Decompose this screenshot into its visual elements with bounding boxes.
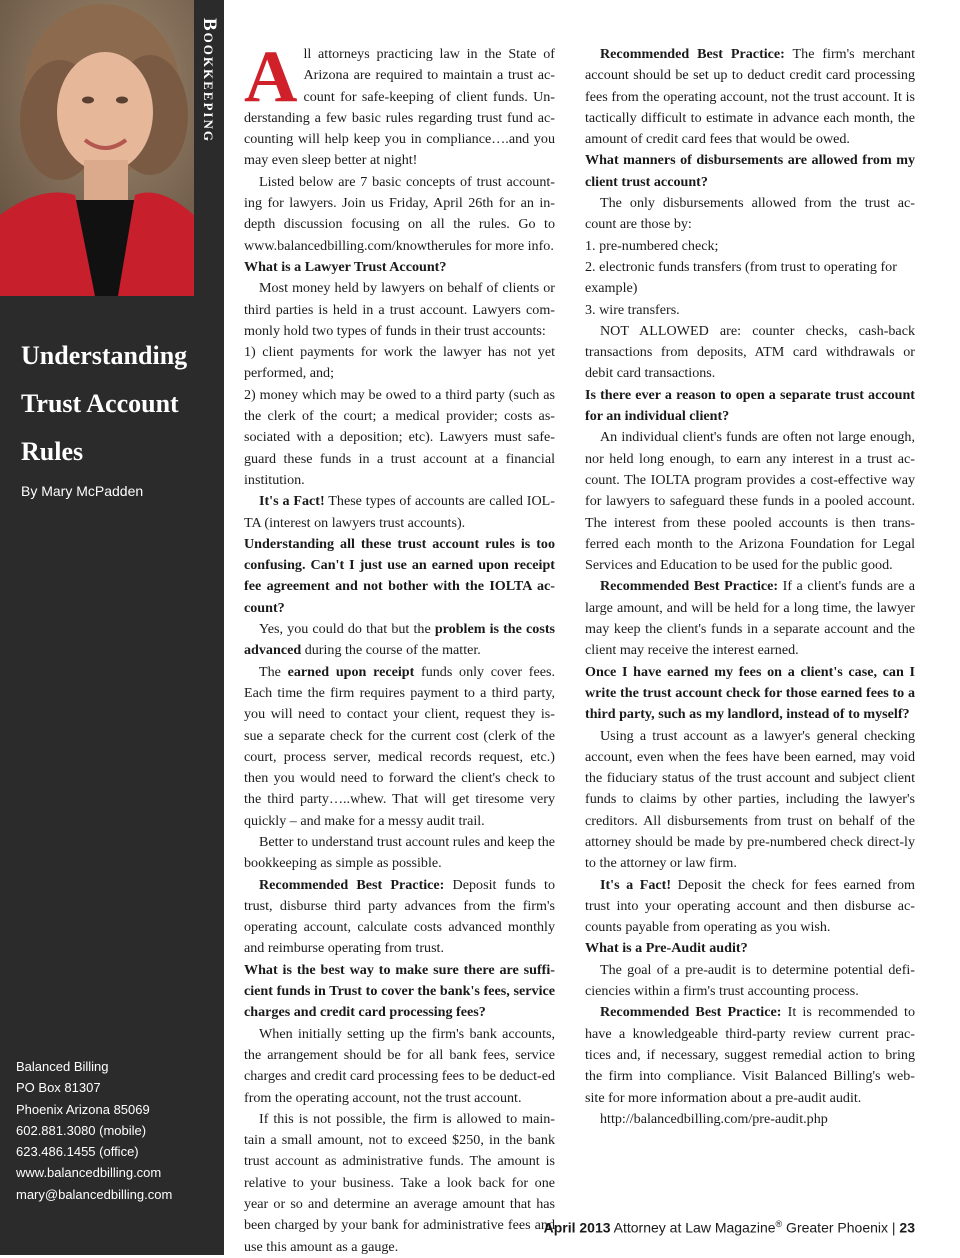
footer-registered-mark: ® bbox=[775, 1219, 783, 1229]
drop-cap: A bbox=[244, 36, 298, 118]
fact-paragraph bbox=[585, 875, 915, 939]
contact-company: Balanced Billing bbox=[16, 1059, 109, 1074]
bold-run: earned upon receipt bbox=[287, 663, 415, 680]
bold-run: problem is the costs advanced bbox=[244, 621, 555, 659]
byline: By Mary McPadden bbox=[21, 483, 144, 499]
paragraph: NOT ALLOWED are: counter checks, cash-back transactions from deposits, ATM card withdrawals or debit card transactions. bbox=[585, 322, 915, 382]
title-line-1: Understanding bbox=[21, 341, 188, 370]
author-photo bbox=[0, 0, 224, 296]
best-practice-label: Recommended Best Practice: bbox=[259, 876, 445, 893]
fact-text: These types of accounts are called IOL-TA (interest on lawyers trust accounts). bbox=[244, 493, 555, 531]
page-footer bbox=[544, 1219, 915, 1236]
article-title bbox=[21, 332, 211, 476]
best-practice-text: It is recommended to have a knowledgeable third-party review current prac-tices and, if necessary, suggest remedial action to bring the firm into compliance. Visit Balanced Billing's web-site for more information about a pre-audit audit. bbox=[585, 1004, 915, 1106]
paragraph bbox=[244, 662, 555, 832]
paragraph: The goal of a pre-audit is to determine potential defi-ciencies within a firm's trust accounting process. bbox=[585, 961, 915, 1000]
best-practice-text: If a client's funds are a large amount, and will be held for a long time, the lawyer may keep the client's funds in a separate account and the client may receive the interest earned. bbox=[585, 578, 915, 659]
paragraph: Listed below are 7 basic concepts of trust account-ing for lawyers. Join us Friday, April 26th for an in-depth discussion focusing on all the rules. Go to www.balancedbilling.com/knowtherules for more info. bbox=[244, 173, 555, 254]
footer-issue: April 2013 bbox=[543, 1219, 611, 1236]
sidebar bbox=[0, 0, 224, 1255]
fact-label: It's a Fact! bbox=[259, 493, 325, 510]
contact-block bbox=[16, 1056, 172, 1205]
question-heading: Understanding all these trust account rules is too confusing. Can't I just use an earned upon receipt fee agreement and not bother with the IOLTA ac-count? bbox=[244, 535, 555, 616]
list-item: 2. electronic funds transfers (from trust to operating for example) bbox=[585, 258, 897, 297]
best-practice-paragraph bbox=[585, 576, 915, 661]
best-practice-text: Deposit funds to trust, disburse third party advances from the firm's operating account, calculate costs advanced monthly and reimburse operating from trust. bbox=[244, 876, 555, 957]
question-heading: Is there ever a reason to open a separate trust account for an individual client? bbox=[585, 386, 915, 425]
paragraph: If this is not possible, the firm is allowed to main-tain a small amount, not to exceed $250, in the bank trust account as administrative funds. The amount is relative to your business. Take a look back for one year or so and determine an average amount that has been charged by your bank for administrative fees and use this amount as a gauge. bbox=[244, 1110, 555, 1255]
contact-website: www.balancedbilling.com bbox=[16, 1165, 162, 1181]
text-run: Yes, you could do that but the bbox=[259, 621, 435, 638]
paragraph: Using a trust account as a lawyer's general checking account, even when the fees have been earned, may void the fiduciary status of the trust account and subject client funds to claims by other parties, including the lawyer's creditors. All disbursements from trust on behalf of the attorney should be made by pre-numbered check direct-ly to the attorney or law firm. bbox=[585, 727, 915, 872]
question-heading: What is the best way to make sure there are suffi-cient funds in Trust to cover the bank's fees, service charges and credit card processing fees? bbox=[244, 961, 555, 1021]
paragraph: Most money held by lawyers on behalf of clients or third parties is held in a trust account. Lawyers com-monly hold two types of funds in their trust accounts: bbox=[244, 280, 555, 339]
title-line-3: Rules bbox=[21, 437, 84, 466]
contact-office: 623.486.1455 (office) bbox=[16, 1144, 139, 1160]
fact-label: It's a Fact! bbox=[600, 876, 672, 893]
best-practice-label: Recommended Best Practice: bbox=[600, 578, 779, 595]
paragraph: 2) money which may be owed to a third party (such as the clerk of the court; a medical provider; costs as-sociated with a deposition; etc). Lawyers must safe-guard these funds in a trust account at a financial institution. bbox=[244, 386, 555, 488]
paragraph: When initially setting up the firm's bank accounts, the arrangement should be for all bank fees, service charges and credit card processing fees to be deduct-ed from the operating account, not the trust account. bbox=[244, 1025, 555, 1106]
question-heading: What manners of disbursements are allowed from my client trust account? bbox=[585, 152, 915, 190]
section-label bbox=[194, 0, 224, 296]
intro-text: ll attorneys practicing law in the State of Arizona are required to maintain a trust ac-count for safe-keeping of client funds. Un-derstanding a few basic rules regarding trust fund ac-counting will help keep you in compliance….and you may even sleep better at night! bbox=[244, 46, 555, 169]
article-column-2 bbox=[585, 44, 915, 1130]
text-run: funds only cover fees. Each time the firm requires payment to a third party, you will need to contact your client, request they is-sue a separate check for the current cost (clerk of the court, process server, medical records request, etc.) then you would need to forward the client's check to the third party…..whew. That will get tiresome very quickly – and make for a messy audit trail. bbox=[244, 663, 555, 829]
paragraph bbox=[244, 619, 555, 662]
contact-city: Phoenix Arizona 85069 bbox=[16, 1101, 150, 1117]
question-heading: What is a Lawyer Trust Account? bbox=[244, 258, 447, 275]
paragraph: 1) client payments for work the lawyer has not yet performed, and; bbox=[244, 344, 555, 382]
author-portrait-image bbox=[0, 0, 224, 296]
paragraph: Better to understand trust account rules and keep the bookkeeping as simple as possible. bbox=[244, 833, 555, 872]
intro-paragraph bbox=[244, 36, 555, 172]
best-practice-paragraph bbox=[244, 875, 555, 960]
fact-text: Deposit the check for fees earned from trust into your operating account and then disburse ac-counts payable from operating as you wish. bbox=[585, 876, 915, 936]
best-practice-label: Recommended Best Practice: bbox=[600, 46, 785, 62]
best-practice-paragraph bbox=[585, 1002, 915, 1108]
article-column-1 bbox=[244, 36, 555, 1258]
question-heading: Once I have earned my fees on a client's case, can I write the trust account check for those earned fees to a third party, such as my landlord, instead of to myself? bbox=[585, 663, 915, 723]
title-line-2: Trust Account bbox=[21, 389, 179, 418]
section-label-text: Bookkeeping bbox=[199, 18, 220, 143]
question-heading: What is a Pre-Audit audit? bbox=[585, 940, 748, 957]
footer-region: Greater Phoenix | bbox=[782, 1219, 900, 1236]
contact-po-box: PO Box 81307 bbox=[16, 1080, 101, 1096]
text-run: The bbox=[259, 663, 288, 680]
footer-magazine: Attorney at Law Magazine bbox=[610, 1219, 776, 1236]
text-run: during the course of the matter. bbox=[301, 642, 481, 659]
list-item: 1. pre-numbered check; bbox=[585, 237, 719, 254]
contact-email: mary@balancedbilling.com bbox=[16, 1186, 173, 1202]
best-practice-label: Recommended Best Practice: bbox=[600, 1004, 782, 1021]
paragraph: The only disbursements allowed from the trust ac-count are those by: bbox=[585, 195, 915, 233]
pre-audit-url[interactable]: http://balancedbilling.com/pre-audit.php bbox=[600, 1110, 828, 1127]
paragraph: An individual client's funds are often not large enough, nor held long enough, to earn any interest in a trust ac-count. The IOLTA program provides a cost-effective way for lawyers to safeguard these funds in a pooled account. The interest from these pooled accounts is then trans-ferred each month to the Arizona Foundation for Legal Services and Education to be used for the public good. bbox=[585, 429, 915, 574]
fact-paragraph bbox=[244, 491, 555, 534]
page-number: 23 bbox=[899, 1219, 915, 1236]
list-item: 3. wire transfers. bbox=[585, 301, 680, 318]
contact-mobile: 602.881.3080 (mobile) bbox=[16, 1122, 147, 1138]
best-practice-text: The firm's merchant account should be set up to deduct credit card processing fees from the operating account, not the trust account. It is tactically difficult to estimate in advance each month, the amount of credit card fees that would be owed. bbox=[585, 46, 916, 148]
best-practice-paragraph bbox=[585, 44, 915, 150]
